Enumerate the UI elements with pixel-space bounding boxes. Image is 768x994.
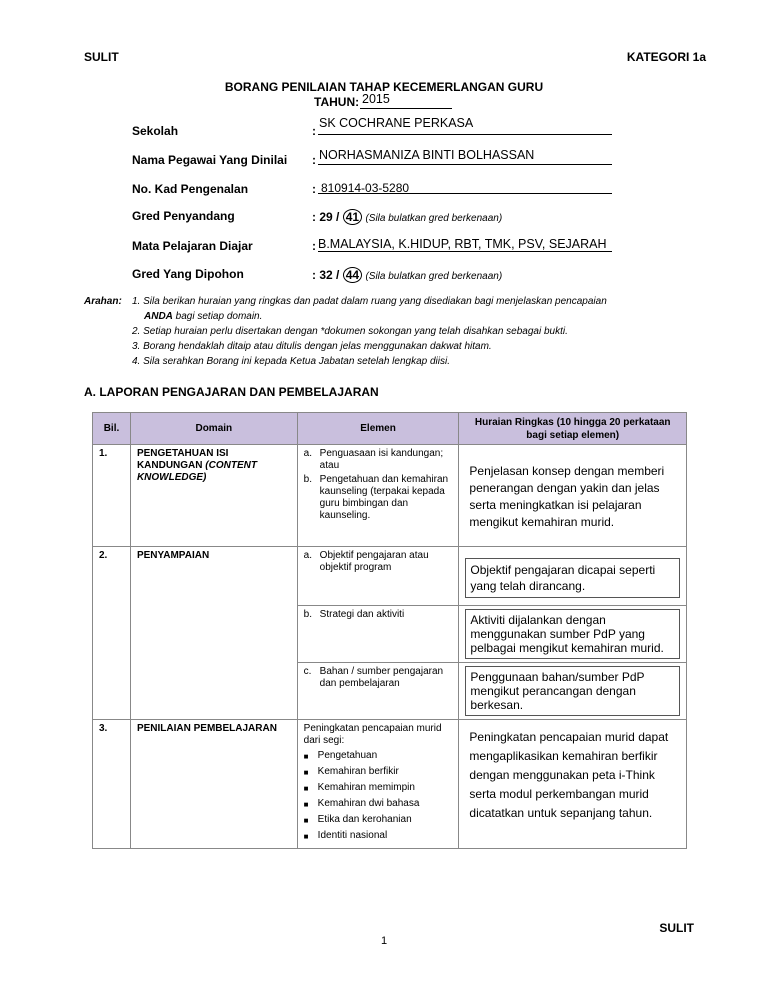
field-label: Gred Yang Dipohon bbox=[132, 267, 244, 281]
instruction-1b-rest: bagi setiap domain. bbox=[172, 311, 263, 322]
instruction-3: 3. Borang hendaklah ditaip atau ditulis dengan jelas menggunakan dakwat hitam. bbox=[132, 341, 492, 352]
field-colon: : bbox=[312, 210, 316, 224]
instruction-1b bbox=[144, 309, 262, 325]
grade-circled: 41 bbox=[343, 209, 362, 225]
list-item-text: Identiti nasional bbox=[317, 830, 388, 841]
row-bil: 3. bbox=[93, 720, 131, 849]
instructions-label: Arahan: bbox=[84, 296, 122, 307]
row-huraian bbox=[459, 547, 687, 606]
field-underline bbox=[318, 251, 612, 252]
field-colon: : bbox=[312, 124, 316, 138]
field-underline bbox=[318, 164, 612, 165]
instruction-1a: 1. Sila berikan huraian yang ringkas dan padat dalam ruang yang disediakan bagi menjelaskan pencapaian bbox=[132, 296, 607, 307]
row-elemen bbox=[297, 720, 459, 849]
row-bil: 1. bbox=[93, 445, 131, 547]
list-item-text: Etika dan kerohanian bbox=[317, 814, 412, 825]
elemen-text: Bahan / sumber pengajaran dan pembelajaran bbox=[319, 666, 444, 689]
elemen-text: Pengetahuan dan kemahiran kaunseling (terpakai kepada guru bimbingan dan kaunseling. bbox=[319, 474, 449, 521]
field-underline bbox=[318, 134, 612, 135]
list-item: ■ Kemahiran memimpin bbox=[303, 782, 415, 793]
grade-note: (Sila bulatkan gred berkenaan) bbox=[365, 271, 503, 282]
huraian-textbox: Peningkatan pencapaian murid dapat mengaplikasikan kemahiran berfikir dengan menggunakan peta i-Think serta modul perkembangan murid dicatatkan untuk sepanjang tahun. bbox=[465, 725, 680, 826]
row-huraian bbox=[459, 445, 687, 547]
row-elemen bbox=[297, 606, 459, 663]
instruction-anda: ANDA bbox=[144, 311, 173, 322]
elemen-item bbox=[304, 448, 453, 472]
header-bil: Bil. bbox=[93, 413, 131, 445]
row-elemen bbox=[297, 663, 459, 720]
row-huraian bbox=[459, 663, 687, 720]
table-row bbox=[93, 720, 687, 849]
grade-line bbox=[312, 267, 502, 283]
elemen-text: Objektif pengajaran atau objektif program bbox=[319, 550, 429, 573]
header-kategori: KATEGORI 1a bbox=[626, 50, 706, 64]
domain-italic: (CONTENT KNOWLEDGE) bbox=[136, 460, 257, 483]
row-domain: PENYAMPAIAN bbox=[130, 547, 297, 720]
field-label: Gred Penyandang bbox=[132, 209, 235, 223]
tahun-underline bbox=[360, 108, 452, 109]
list-item: ■ Identiti nasional bbox=[303, 830, 388, 841]
field-underline bbox=[318, 193, 612, 194]
elemen-letter: b. bbox=[303, 609, 313, 620]
row-elemen bbox=[297, 547, 459, 606]
field-value: NORHASMANIZA BINTI BOLHASSAN bbox=[319, 148, 535, 162]
elemen-item bbox=[304, 666, 453, 690]
elemen-letter: c. bbox=[303, 666, 312, 677]
grade-line bbox=[312, 209, 502, 225]
field-label: Nama Pegawai Yang Dinilai bbox=[132, 153, 288, 167]
huraian-textbox: Aktiviti dijalankan dengan menggunakan sumber PdP yang pelbagai mengikut kemahiran murid. bbox=[465, 609, 680, 659]
elemen-letter: a. bbox=[303, 448, 313, 459]
report-table bbox=[92, 412, 687, 849]
row-elemen bbox=[297, 445, 459, 547]
huraian-textbox: Penggunaan bahan/sumber PdP mengikut perancangan dengan berkesan. bbox=[465, 666, 680, 716]
elemen-intro: Peningkatan pencapaian murid dari segi: bbox=[303, 723, 442, 746]
list-item: ■ Kemahiran dwi bahasa bbox=[303, 798, 420, 809]
tahun-value: 2015 bbox=[362, 92, 390, 106]
row-domain bbox=[130, 445, 297, 547]
table-row bbox=[93, 445, 687, 547]
huraian-textbox: Objektif pengajaran dicapai seperti yang telah dirancang. bbox=[465, 558, 680, 598]
grade-separator: / bbox=[336, 268, 340, 282]
elemen-item bbox=[304, 609, 453, 621]
elemen-item bbox=[304, 550, 453, 574]
form-title: BORANG PENILAIAN TAHAP KECEMERLANGAN GURU bbox=[224, 80, 544, 94]
field-label: No. Kad Pengenalan bbox=[132, 182, 249, 196]
list-item: ■ Pengetahuan bbox=[303, 750, 378, 761]
list-item-text: Kemahiran berfikir bbox=[317, 766, 399, 777]
elemen-item bbox=[304, 474, 453, 522]
header-huraian: Huraian Ringkas (10 hingga 20 perkataan bagi setiap elemen) bbox=[459, 413, 687, 445]
field-value: B.MALAYSIA, K.HIDUP, RBT, TMK, PSV, SEJARAH bbox=[318, 237, 607, 251]
field-colon: : bbox=[312, 182, 316, 196]
grade-value: 29 bbox=[319, 210, 333, 224]
huraian-textbox: Penjelasan konsep dengan memberi penerangan dengan yakin dan jelas serta meningkatkan isi pelajaran mengikut kemahiran murid. bbox=[465, 460, 680, 534]
list-item: ■ Etika dan kerohanian bbox=[303, 814, 412, 825]
list-item-text: Pengetahuan bbox=[317, 750, 378, 761]
field-colon: : bbox=[312, 239, 316, 253]
elemen-text: Strategi dan aktiviti bbox=[319, 609, 405, 620]
table-row bbox=[93, 547, 687, 606]
grade-value: 32 bbox=[319, 268, 333, 282]
grade-circled: 44 bbox=[343, 267, 362, 283]
row-huraian bbox=[459, 720, 687, 849]
elemen-letter: b. bbox=[303, 474, 313, 485]
field-value: SK COCHRANE PERKASA bbox=[319, 116, 474, 130]
page-number: 1 bbox=[380, 935, 388, 947]
field-label: Sekolah bbox=[132, 124, 179, 138]
table-header-row bbox=[93, 413, 687, 445]
list-item-text: Kemahiran memimpin bbox=[317, 782, 415, 793]
grade-note: (Sila bulatkan gred berkenaan) bbox=[365, 213, 503, 224]
header-sulit: SULIT bbox=[84, 50, 119, 64]
list-item-text: Kemahiran dwi bahasa bbox=[317, 798, 420, 809]
elemen-text: Penguasaan isi kandungan; atau bbox=[319, 448, 444, 471]
section-a-title: A. LAPORAN PENGAJARAN DAN PEMBELAJARAN bbox=[84, 385, 379, 399]
row-domain: PENILAIAN PEMBELAJARAN bbox=[130, 720, 297, 849]
field-label: Mata Pelajaran Diajar bbox=[132, 239, 253, 253]
instruction-2: 2. Setiap huraian perlu disertakan dengan *dokumen sokongan yang telah disahkan sebagai bukti. bbox=[132, 326, 568, 337]
header-domain: Domain bbox=[130, 413, 297, 445]
elemen-letter: a. bbox=[303, 550, 313, 561]
tahun-label: TAHUN: bbox=[314, 95, 360, 109]
instruction-4: 4. Sila serahkan Borang ini kepada Ketua Jabatan setelah lengkap diisi. bbox=[132, 356, 450, 367]
row-huraian bbox=[459, 606, 687, 663]
field-value: 810914-03-5280 bbox=[321, 181, 410, 195]
grade-separator: / bbox=[336, 210, 340, 224]
field-colon: : bbox=[312, 153, 316, 167]
footer-sulit: SULIT bbox=[659, 921, 694, 935]
row-bil: 2. bbox=[93, 547, 131, 720]
domain-text: PENGETAHUAN ISI KANDUNGAN bbox=[136, 448, 229, 471]
header-elemen: Elemen bbox=[297, 413, 459, 445]
field-colon: : bbox=[312, 268, 316, 282]
list-item: ■ Kemahiran berfikir bbox=[303, 766, 399, 777]
